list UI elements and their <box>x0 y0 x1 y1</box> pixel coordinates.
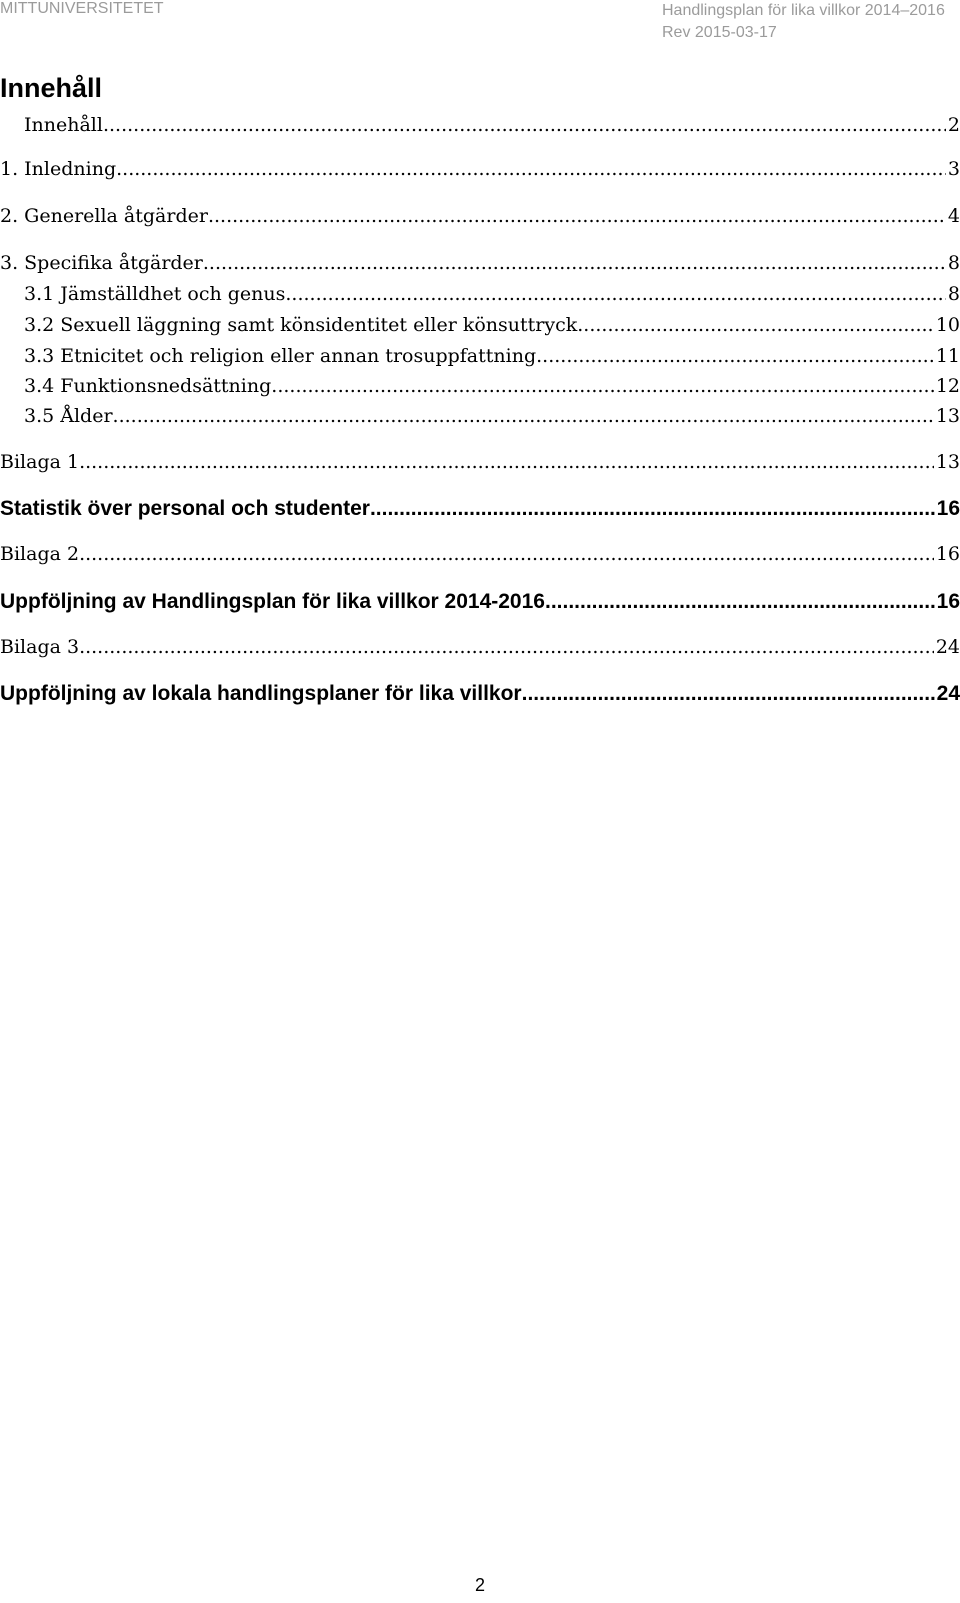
toc-entry-page: 3 <box>947 158 960 180</box>
header-document-title: Handlingsplan för lika villkor 2014–2016 <box>662 2 945 19</box>
toc-leader-dots <box>285 283 946 305</box>
toc-entry-title: 3.1 Jämställdhet och genus <box>24 283 286 305</box>
toc-leader-dots <box>271 375 934 397</box>
toc-leader-dots <box>577 314 934 336</box>
toc-entry-title: Statistik över personal och studenter <box>0 497 370 520</box>
page-number: 2 <box>474 1575 485 1595</box>
toc-entry-title: Innehåll <box>24 114 103 136</box>
toc-entry[interactable] <box>0 497 960 525</box>
toc-entry[interactable] <box>0 252 960 280</box>
toc-leader-dots <box>545 590 935 614</box>
toc-entry[interactable] <box>0 543 960 571</box>
toc-entry[interactable] <box>0 205 960 233</box>
toc-leader-dots <box>113 405 934 427</box>
toc-entry-title: 3.5 Ålder <box>24 405 113 427</box>
toc-entry-title: Uppföljning av Handlingsplan för lika villkor 2014-2016 <box>0 590 545 613</box>
toc-leader-dots <box>208 205 946 227</box>
toc-entry[interactable] <box>24 375 960 403</box>
header-organization: MITTUNIVERSITETET <box>0 0 164 17</box>
toc-leader-dots <box>370 497 935 521</box>
toc-entry-page: 13 <box>935 451 960 473</box>
toc-entry[interactable] <box>0 682 960 710</box>
header-revision: Rev 2015-03-17 <box>662 24 777 41</box>
toc-entry[interactable] <box>24 283 960 311</box>
toc-entry-page: 11 <box>935 345 960 367</box>
toc-entry-page: 16 <box>936 590 960 613</box>
toc-entry-page: 4 <box>947 205 960 227</box>
toc-entry-page: 24 <box>936 682 960 705</box>
toc-entry[interactable] <box>0 636 960 664</box>
toc-leader-dots <box>103 114 946 136</box>
header-document-info <box>662 0 960 44</box>
toc-entry-title: Uppföljning av lokala handlingsplaner för lika villkor <box>0 682 522 705</box>
toc-entry-page: 8 <box>947 283 960 305</box>
toc-entry-title: 3.2 Sexuell läggning samt könsidentitet eller könsuttryck <box>24 314 578 336</box>
toc-entry[interactable] <box>24 405 960 433</box>
toc-entry[interactable] <box>24 114 960 142</box>
toc-leader-dots <box>79 636 934 658</box>
toc-entry-page: 10 <box>935 314 960 336</box>
toc-entry-title: 3.3 Etnicitet och religion eller annan trosuppfattning <box>24 345 537 367</box>
toc-entry-title: 1. Inledning <box>0 158 117 180</box>
toc-leader-dots <box>79 451 934 473</box>
toc-leader-dots <box>522 682 935 706</box>
toc-entry-title: 3. Specifika åtgärder <box>0 252 203 274</box>
toc-leader-dots <box>536 345 934 367</box>
toc-entry-page: 13 <box>935 405 960 427</box>
toc-entry-title: 2. Generella åtgärder <box>0 205 208 227</box>
toc-leader-dots <box>116 158 946 180</box>
toc-entry-page: 24 <box>935 636 960 658</box>
toc-entry-page: 16 <box>935 543 960 565</box>
toc-entry-page: 2 <box>947 114 960 136</box>
toc-entry[interactable] <box>24 314 960 342</box>
toc-entry-page: 16 <box>936 497 960 520</box>
toc-entry-page: 8 <box>947 252 960 274</box>
toc-leader-dots <box>79 543 934 565</box>
toc-entry-title: 3.4 Funktionsnedsättning <box>24 375 272 397</box>
toc-entry[interactable] <box>24 345 960 373</box>
toc-heading: Innehåll <box>0 73 103 103</box>
toc-entry-page: 12 <box>935 375 960 397</box>
toc-entry[interactable] <box>0 158 960 186</box>
toc-entry-title: Bilaga 2 <box>0 543 80 565</box>
toc-entry-title: Bilaga 3 <box>0 636 80 658</box>
toc-entry[interactable] <box>0 590 960 618</box>
toc-entry-title: Bilaga 1 <box>0 451 80 473</box>
toc-leader-dots <box>203 252 946 274</box>
toc-entry[interactable] <box>0 451 960 479</box>
